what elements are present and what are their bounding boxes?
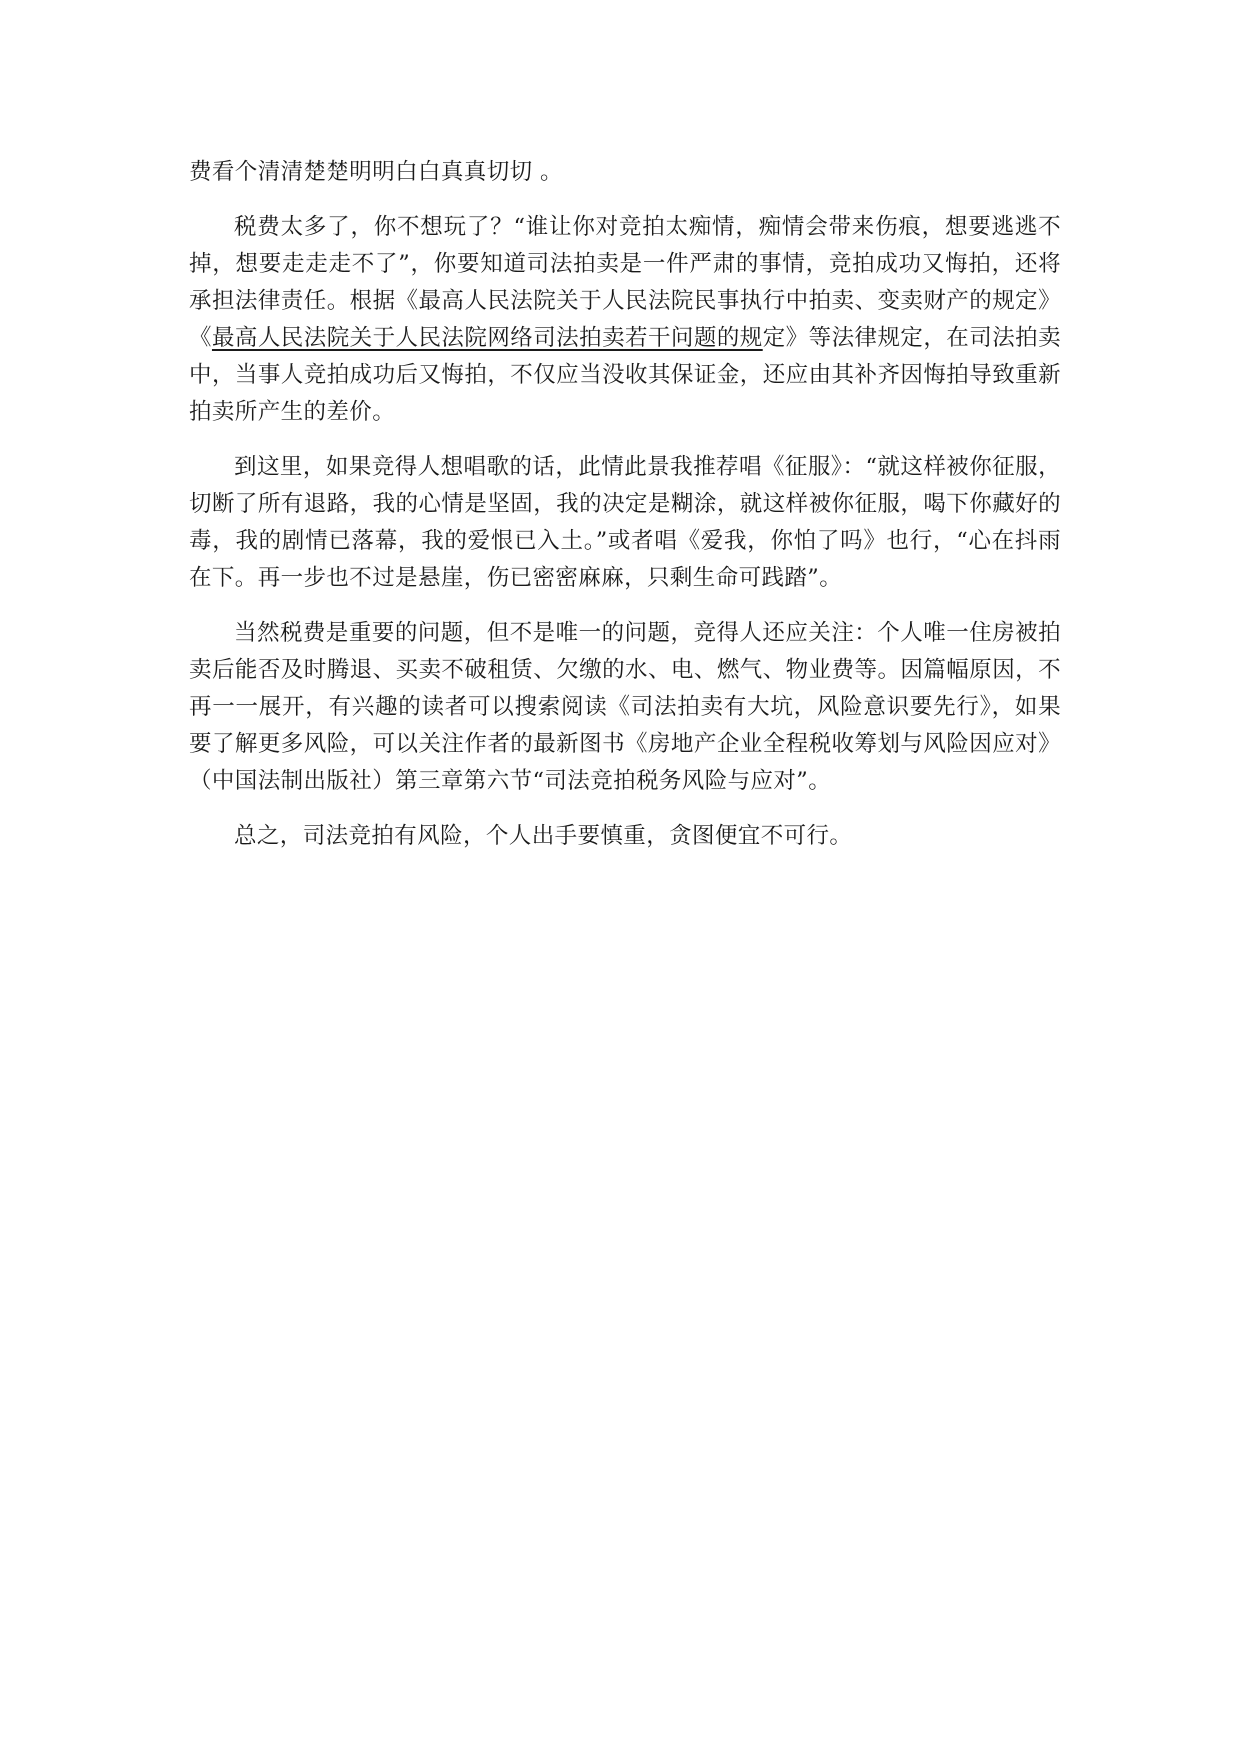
- paragraph-text: 费看个清清楚楚明明白白真真切切 。: [189, 159, 563, 185]
- paragraph-gap: [189, 431, 1061, 449]
- paragraph-other-risks: [189, 615, 1061, 800]
- paragraph-gap: [189, 191, 1061, 209]
- underlined-regulation-title: 最高人民法院关于人民法院网络司法拍卖若干问题的规: [211, 325, 763, 351]
- paragraph-continuation: [189, 154, 1061, 191]
- paragraph-conclusion: [189, 818, 1061, 855]
- paragraph-text: 当然税费是重要的问题，但不是唯一的问题，竞得人还应关注：个人唯一住房被拍卖后能否及时腾退、买卖不破租赁、欠缴的水、电、燃气、物业费等。因篇幅原因，不再一一展开，有兴趣的读者可以搜索阅读《司法拍卖有大坑，风险意识要先行》，如果要了解更多风险，可以关注作者的最新图书《房地产企业全程税收筹划与风险因应对》（中国法制出版社）第三章第六节“司法竞拍税务风险与应对”。: [189, 620, 1061, 794]
- paragraph-text: 总之，司法竞拍有风险，个人出手要慎重，贪图便宜不可行。: [234, 823, 853, 849]
- paragraph-gap: [189, 597, 1061, 615]
- paragraph-song: [189, 449, 1061, 597]
- document-body: [189, 154, 1061, 855]
- paragraph-text: 定》等法律规定，在司法拍卖中，当事人竞拍成功后又悔拍，不仅应当没收其保证金，还应由其补齐因悔拍导致重新拍卖所产生的差价。: [189, 325, 1061, 425]
- paragraph-text: 到这里，如果竞得人想唱歌的话，此情此景我推荐唱《征服》：“就这样被你征服，切断了所有退路，我的心情是坚固，我的决定是糊涂，就这样被你征服，喝下你藏好的毒，我的剧情已落幕，我的爱恨已入土。”或者唱《爱我，你怕了吗》也行，“心在抖雨在下。再一步也不过是悬崖，伤已密密麻麻，只剩生命可践踏”。: [189, 454, 1061, 591]
- paragraph-text: 税费太多了，你不想玩了？“谁让你对竞拍太痴情，痴情会带来伤痕，想要逃逃不掉，想要走走走不了”，你要知道司法拍卖是一件严肃的事情，竞拍成功又悔拍，还将承担法律责任。根据《最高人民法院关于人民法院民事执行中拍卖、变卖财产的规定》《: [189, 214, 1061, 351]
- paragraph-gap: [189, 800, 1061, 818]
- paragraph-tax-and-default: [189, 209, 1061, 431]
